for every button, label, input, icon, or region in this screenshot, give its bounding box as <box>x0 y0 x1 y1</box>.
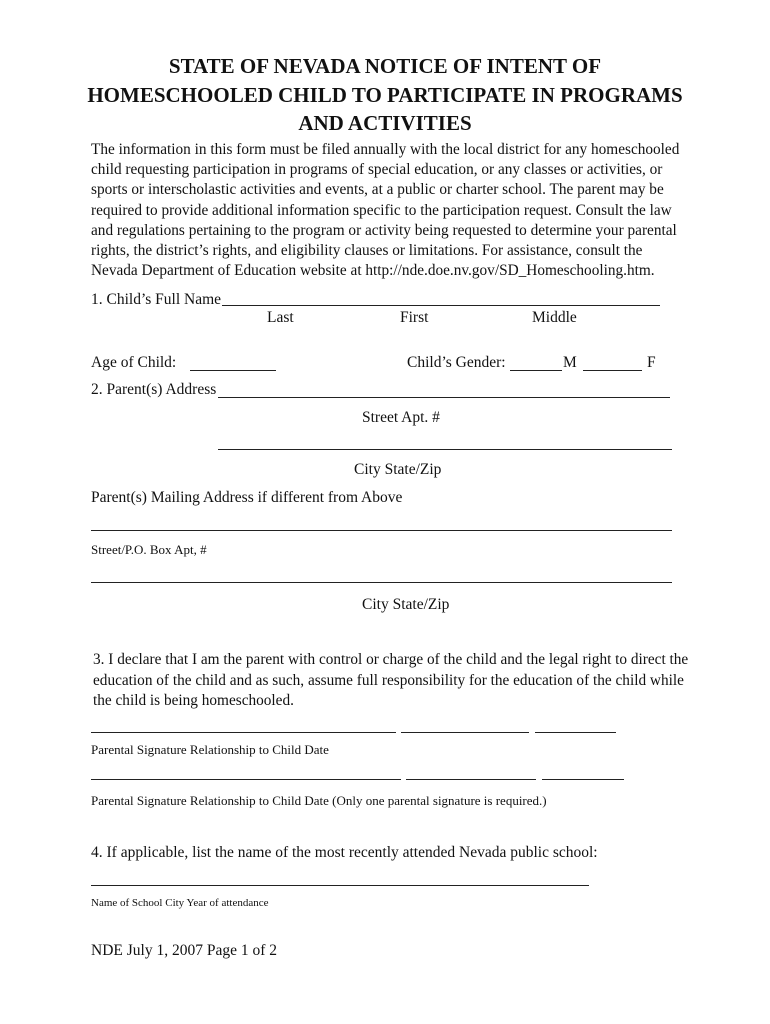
mailing-city-caption: City State/Zip <box>362 596 450 613</box>
school-field[interactable] <box>91 885 589 886</box>
school-caption: Name of School City Year of attendance <box>91 897 269 909</box>
child-name-middle-caption: Middle <box>532 309 577 326</box>
date-1-field[interactable] <box>535 732 616 733</box>
date-2-field[interactable] <box>542 779 624 780</box>
mailing-address-label: Parent(s) Mailing Address if different from Above <box>91 489 403 506</box>
parent-signature-2-field[interactable] <box>91 779 401 780</box>
child-name-field[interactable] <box>222 305 660 306</box>
form-title-line-1: STATE OF NEVADA NOTICE OF INTENT OF <box>168 54 602 78</box>
signature-1-caption: Parental Signature Relationship to Child Date <box>91 742 329 757</box>
child-name-last-caption: Last <box>267 309 294 326</box>
relationship-1-field[interactable] <box>401 732 529 733</box>
signature-2-caption: Parental Signature Relationship to Child Date (Only one parental signature is required.) <box>91 793 547 808</box>
gender-female-label: F <box>647 354 656 371</box>
intro-paragraph: The information in this form must be filed annually with the local district for any homeschooled child requesting participation in programs of special education, or any classes or activities, or sports or interscholastic activities and events, at a public or charter school. The parent may be required to provide additional information specific to the participation request. Consult the law and regulations pertaining to the program or activity being requested to determine your parental rights, the district’s rights, and eligibility clauses or limitations. For assistance, consult the Nevada Department of Education website at http://nde.doe.nv.gov/SD_Homeschooling.htm. <box>91 141 680 280</box>
form-title-line-3: AND ACTIVITIES <box>298 111 472 135</box>
gender-male-label: M <box>563 354 577 371</box>
age-label: Age of Child: <box>91 354 177 371</box>
mailing-street-caption: Street/P.O. Box Apt, # <box>91 542 207 557</box>
parent-address-street-caption: Street Apt. # <box>362 409 440 426</box>
page-footer: NDE July 1, 2007 Page 1 of 2 <box>91 942 277 959</box>
form-title-line-2: HOMESCHOOLED CHILD TO PARTICIPATE IN PROGRAMS <box>87 83 683 107</box>
parent-address-label: 2. Parent(s) Address <box>91 381 217 398</box>
school-question-label: 4. If applicable, list the name of the most recently attended Nevada public school: <box>91 844 598 861</box>
declaration-text: 3. I declare that I am the parent with control or charge of the child and the legal right to direct the education of the child and as such, assume full responsibility for the education of the child while the child is being homeschooled. <box>93 651 689 709</box>
gender-female-field[interactable] <box>583 370 642 371</box>
mailing-city-field[interactable] <box>91 582 672 583</box>
relationship-2-field[interactable] <box>406 779 536 780</box>
parent-address-city-field[interactable] <box>218 449 672 450</box>
child-name-label: 1. Child’s Full Name <box>91 291 222 308</box>
child-name-first-caption: First <box>400 309 429 326</box>
parent-address-city-caption: City State/Zip <box>354 461 442 478</box>
mailing-street-field[interactable] <box>91 530 672 531</box>
age-field[interactable] <box>190 370 276 371</box>
gender-male-field[interactable] <box>510 370 562 371</box>
gender-label: Child’s Gender: <box>407 354 506 371</box>
parent-signature-1-field[interactable] <box>91 732 396 733</box>
parent-address-street-field[interactable] <box>218 397 670 398</box>
